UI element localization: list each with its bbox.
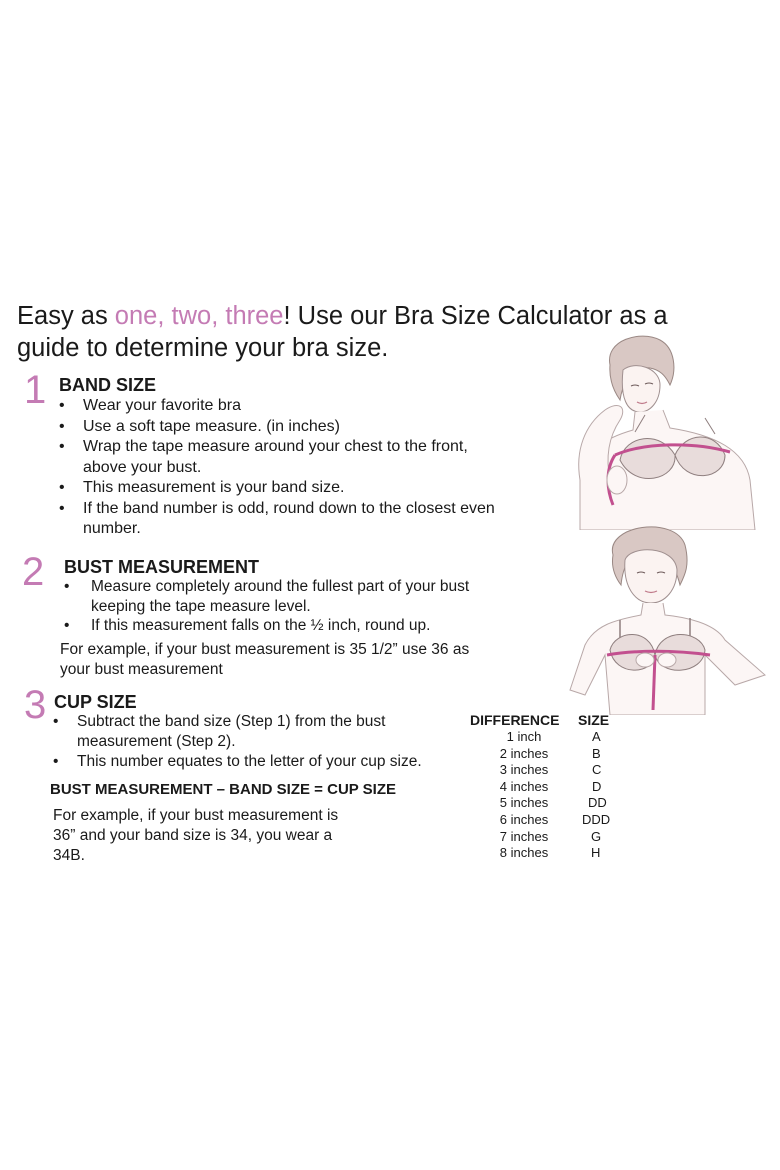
headline-pre: Easy as xyxy=(17,302,115,330)
step-2-number: 2 xyxy=(22,550,45,594)
list-item: • This measurement is your band size. xyxy=(59,479,345,496)
woman-band-measure-illustration xyxy=(565,330,765,530)
table-row: 2 inches B xyxy=(499,745,601,761)
table-row: 8 inches H xyxy=(499,845,601,861)
step-1-title: BAND SIZE xyxy=(59,375,157,395)
step-1-bullets xyxy=(59,396,513,540)
step-2-title: BUST MEASUREMENT xyxy=(64,557,260,577)
list-item: • Use a soft tape measure. (in inches) xyxy=(59,417,341,435)
step-3-bullets xyxy=(53,712,437,771)
list-item: • Subtract the band size (Step 1) from the bust measurement (Step 2). xyxy=(53,713,386,750)
step-2-example: For example, if your bust measurement is 35 1/2” use 36 as your bust measurement xyxy=(60,641,470,678)
step-3-number: 3 xyxy=(24,683,47,727)
step-2-bullets xyxy=(64,577,501,636)
header-size: SIZE xyxy=(578,712,610,728)
step-3-example: For example, if your bust measurement is 36” and your band size is 34, you wear a 34B. xyxy=(53,807,339,864)
header-difference: DIFFERENCE xyxy=(470,712,560,728)
headline-accent: one, two, three xyxy=(114,302,284,330)
table-row: 6 inches DDD xyxy=(499,811,611,827)
headline-post: ! Use our Bra Size Calculator as a guide to determine your bra size. xyxy=(17,302,668,362)
list-item: • Measure completely around the fullest part of your bust keeping the tape measure level. xyxy=(64,578,470,615)
cup-size-formula: BUST MEASUREMENT – BAND SIZE = CUP SIZE xyxy=(50,781,397,798)
table-row: 3 inches C xyxy=(499,762,602,778)
step-3-title: CUP SIZE xyxy=(54,692,137,712)
size-table xyxy=(470,711,620,862)
list-item: • This number equates to the letter of your cup size. xyxy=(53,752,422,770)
table-row: 5 inches DD xyxy=(499,795,607,811)
table-row: 4 inches D xyxy=(499,778,602,794)
list-item: • Wear your favorite bra xyxy=(59,397,241,414)
table-row: 7 inches G xyxy=(499,828,602,844)
list-item: • If this measurement falls on the ½ inch, round up. xyxy=(64,617,431,634)
step-1-number: 1 xyxy=(24,368,47,412)
list-item: • Wrap the tape measure around your chest to the front, above your bust. xyxy=(59,438,468,476)
list-item: • If the band number is odd, round down to the closest even number. xyxy=(59,499,495,537)
woman-bust-measure-illustration xyxy=(565,515,770,715)
table-row: 1 inch A xyxy=(506,729,601,744)
